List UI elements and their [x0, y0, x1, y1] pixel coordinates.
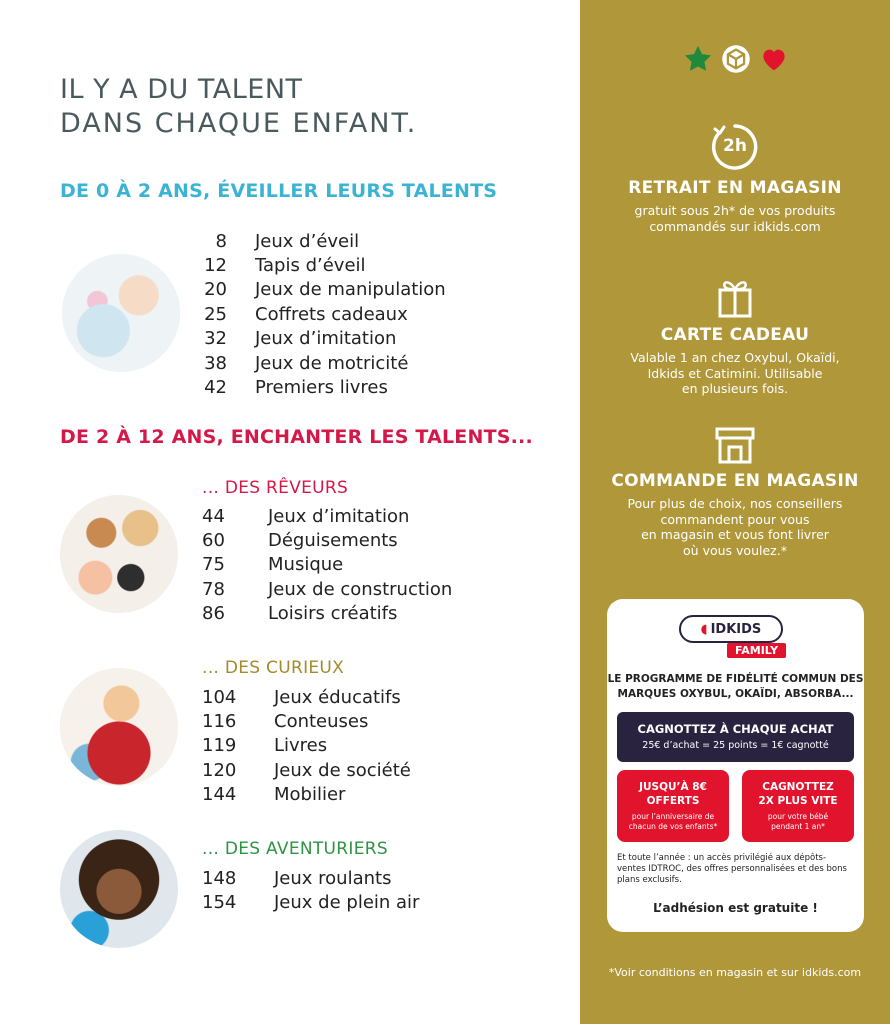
services-panel: [580, 0, 890, 1024]
list-item[interactable]: 75 Musique: [202, 554, 344, 576]
adventurers-title: ... DES AVENTURIERS: [202, 839, 388, 859]
list-item[interactable]: 120 Jeux de société: [202, 759, 411, 781]
cube-icon: [721, 44, 751, 74]
adventurers-list: [202, 866, 419, 915]
list-item[interactable]: 32 Jeux d’imitation: [204, 328, 397, 350]
section-2-12-title: DE 2 À 12 ANS, ENCHANTER LES TALENTS...: [60, 426, 533, 448]
store-order-service: [580, 425, 890, 558]
earn-banner: CAGNOTTEZ À CHAQUE ACHAT 25€ d’achat = 25 points = 1€ cagnotté: [617, 712, 854, 762]
list-item[interactable]: 154 Jeux de plein air: [202, 892, 420, 914]
dreamers-list: [202, 504, 452, 626]
list-item[interactable]: 78 Jeux de construction: [202, 578, 453, 600]
gift-icon: [715, 275, 755, 319]
curious-photo: [60, 668, 178, 786]
store-order-description: Pour plus de choix, nos conseillers commandent pour vous en magasin et vous font livrer où vous voulez.*: [627, 496, 843, 558]
list-item[interactable]: 25 Coffrets cadeaux: [204, 303, 408, 325]
pickup-description: gratuit sous 2h* de vos produits commandés sur idkids.com: [634, 203, 836, 234]
store-pickup-service: [580, 122, 890, 234]
list-item[interactable]: 44 Jeux d’imitation: [202, 505, 410, 527]
curious-list: [202, 685, 411, 807]
adventurers-photo: [60, 830, 178, 948]
list-item[interactable]: 104 Jeux éducatifs: [202, 686, 401, 708]
section-0-2-title: DE 0 À 2 ANS, ÉVEILLER LEURS TALENTS: [60, 180, 498, 202]
gift-card-title: CARTE CADEAU: [660, 325, 810, 345]
heart-icon: [759, 44, 789, 74]
list-item[interactable]: 119 Livres: [202, 735, 328, 757]
loyalty-card: [607, 599, 864, 932]
dreamers-title: ... DES RÊVEURS: [202, 478, 349, 498]
dreamers-photo: [60, 495, 178, 613]
gift-card-service: [580, 275, 890, 397]
list-item[interactable]: 8 Jeux d’éveil: [215, 230, 360, 252]
section-0-2-list: [203, 229, 446, 400]
list-item[interactable]: 42 Premiers livres: [204, 377, 388, 399]
loyalty-free-membership: L’adhésion est gratuite !: [653, 901, 818, 915]
list-item[interactable]: 60 Déguisements: [202, 530, 398, 552]
list-item[interactable]: 86 Loisirs créatifs: [202, 603, 398, 625]
idkids-family-logo: ◖ IDKIDS FAMILY: [679, 615, 791, 657]
headline-line-2: DANS CHAQUE ENFANT.: [60, 108, 418, 139]
list-item[interactable]: 144 Mobilier: [202, 784, 346, 806]
brand-icons: [683, 44, 789, 74]
pickup-icon-label: 2h: [723, 136, 747, 156]
store-order-title: COMMANDE EN MAGASIN: [611, 471, 859, 491]
logo-mark-icon: ◖: [700, 621, 708, 637]
birthday-offer-badge: JUSQU’À 8€ OFFERTS pour l’anniversaire de chacun de vos enfants*: [617, 770, 729, 842]
list-item[interactable]: 148 Jeux roulants: [202, 867, 392, 889]
conditions-footnote: *Voir conditions en magasin et sur idkids.com: [608, 966, 862, 979]
list-item[interactable]: 20 Jeux de manipulation: [204, 279, 446, 301]
list-item[interactable]: 38 Jeux de motricité: [204, 352, 409, 374]
gift-card-description: Valable 1 an chez Oxybul, Okaïdi, Idkids et Catimini. Utilisable en plusieurs fois.: [630, 350, 840, 396]
loyalty-intro: LE PROGRAMME DE FIDÉLITÉ COMMUN DES MARQUES OXYBUL, OKAÏDI, ABSORBA...: [607, 673, 864, 700]
list-item[interactable]: 116 Conteuses: [202, 711, 369, 733]
page-headline: [60, 73, 417, 141]
baby-offer-badge: CAGNOTTEZ 2X PLUS VITE pour votre bébé pendant 1 an*: [742, 770, 854, 842]
curious-title: ... DES CURIEUX: [202, 658, 345, 678]
pickup-title: RETRAIT EN MAGASIN: [628, 178, 842, 198]
baby-photo: [62, 254, 180, 372]
store-icon: [714, 425, 756, 465]
loyalty-note: Et toute l’année : un accès privilégié aux dépôts-ventes IDTROC, des offres personnalisées et des bons plans exclusifs.: [617, 853, 847, 885]
headline-line-1: IL Y A DU TALENT: [60, 74, 303, 105]
list-item[interactable]: 12 Tapis d’éveil: [204, 255, 366, 277]
star-icon: [683, 44, 713, 74]
